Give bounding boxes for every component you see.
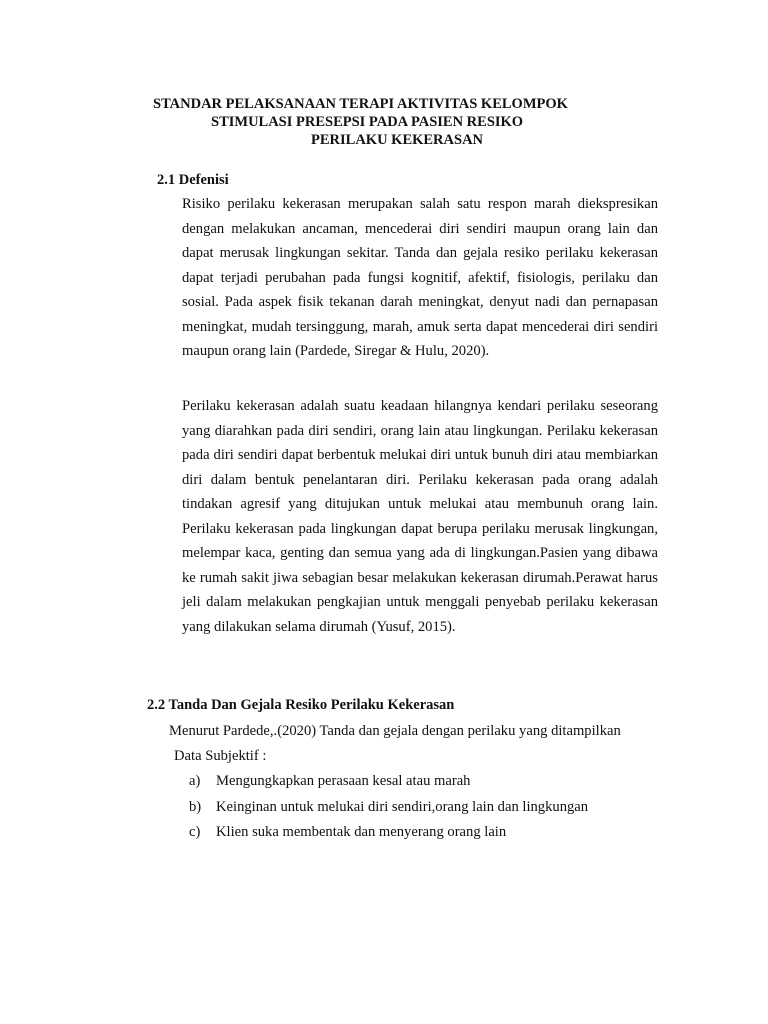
list-item	[189, 824, 506, 841]
title-line-1: STANDAR PELAKSANAAN TERAPI AKTIVITAS KELOMPOK	[153, 96, 568, 112]
list-item	[189, 773, 470, 790]
list-item-text: Klien suka membentak dan menyerang orang lain	[216, 824, 507, 840]
list-marker: b)	[189, 799, 202, 815]
subjective-data-label: Data Subjektif :	[174, 748, 267, 764]
list-item-text: Keinginan untuk melukai diri sendiri,orang lain dan lingkungan	[216, 799, 589, 815]
title-line-3: PERILAKU KEKERASAN	[311, 132, 484, 148]
title-line-2: STIMULASI PRESEPSI PADA PASIEN RESIKO	[211, 114, 524, 130]
list-item-text: Mengungkapkan perasaan kesal atau marah	[216, 773, 471, 789]
signs-intro-text: Menurut Pardede,.(2020) Tanda dan gejala dengan perilaku yang ditampilkan	[169, 723, 621, 739]
list-marker: a)	[189, 773, 201, 789]
definition-paragraph-2: Perilaku kekerasan adalah suatu keadaan hilangnya kendari perilaku seseorang yang diarahkan pada diri sendiri, orang lain atau lingkungan. Perilaku kekerasan pada diri sendiri dapat berbentuk melukai diri untuk bunuh diri atau membiarkan diri dalam bentuk penelantaran diri. Perilaku kekerasan pada orang adalah tindakan agresif yang ditujukan untuk melukai atau membunuh orang lain. Perilaku kekerasan pada lingkungan dapat berupa perilaku merusak lingkungan, melempar kaca, genting dan semua yang ada di lingkungan.Pasien yang dibawa ke rumah sakit jiwa sebagian besar melakukan kekerasan dirumah.Perawat harus jeli dalam melakukan pengkajian untuk menggali penyebab perilaku kekerasan yang dilakukan selama dirumah (Yusuf, 2015).	[182, 398, 658, 635]
list-marker: c)	[189, 824, 201, 840]
section-heading-definition: 2.1 Defenisi	[157, 172, 229, 188]
list-item	[189, 799, 588, 816]
section-heading-signs-symptoms: 2.2 Tanda Dan Gejala Resiko Perilaku Kekerasan	[147, 697, 455, 713]
definition-paragraph-1: Risiko perilaku kekerasan merupakan salah satu respon marah diekspresikan dengan melakukan ancaman, mencederai diri sendiri maupun orang lain dan dapat merusak lingkungan sekitar. Tanda dan gejala resiko perilaku kekerasan dapat terjadi perubahan pada fungsi kognitif, afektif, fisiologis, perilaku dan sosial. Pada aspek fisik tekanan darah meningkat, denyut nadi dan pernapasan meningkat, mudah tersinggung, marah, amuk serta dapat mencederai diri sendiri maupun orang lain (Pardede, Siregar & Hulu, 2020).	[182, 196, 658, 359]
